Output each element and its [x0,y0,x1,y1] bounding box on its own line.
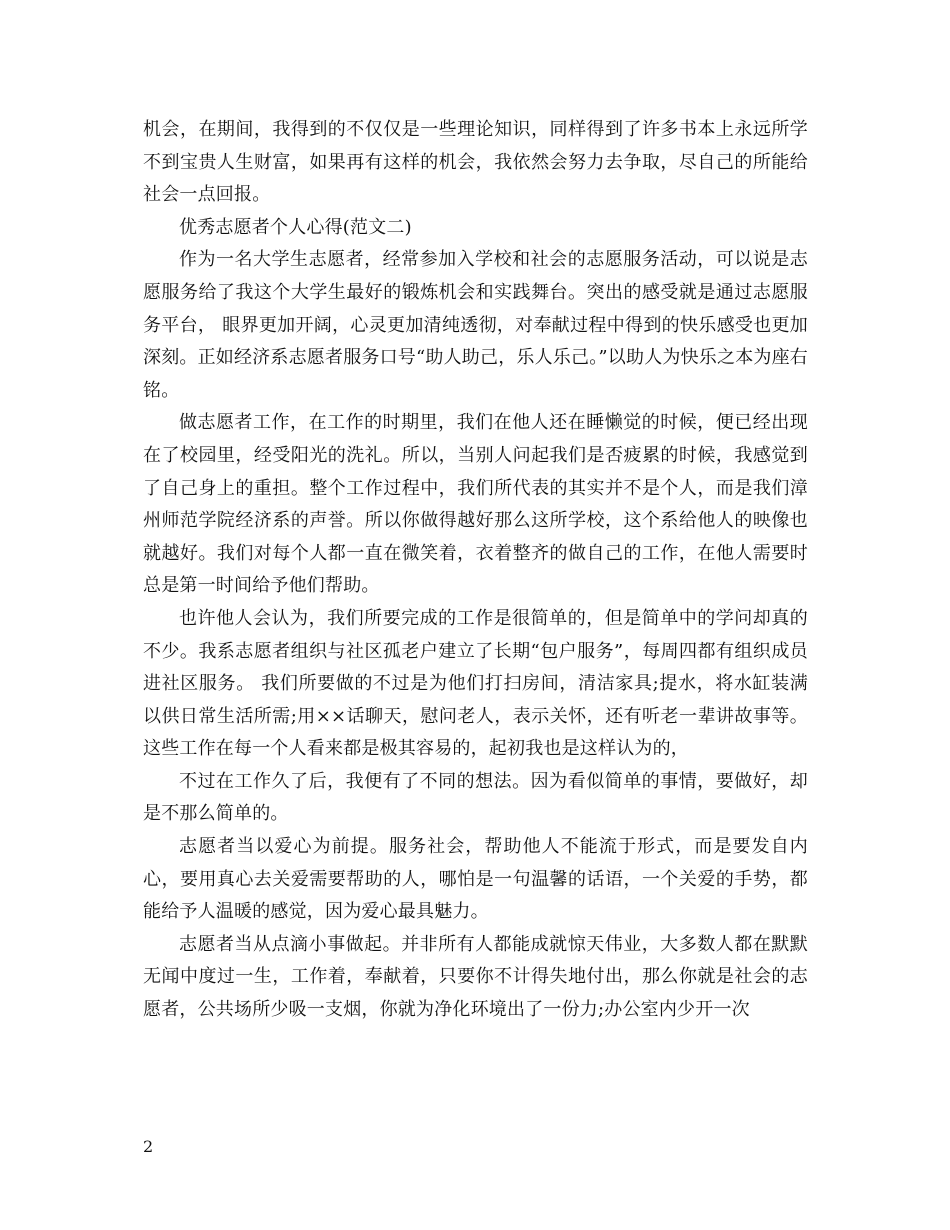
paragraph-1: 机会，在期间，我得到的不仅仅是一些理论知识，同样得到了许多书本上永远所学不到宝贵人生财富，如果再有这样的机会，我依然会努力去争取，尽自己的所能给社会一点回报。 [143,119,808,206]
document-body [143,114,808,1027]
paragraph-4: 做志愿者工作，在工作的时期里，我们在他人还在睡懒觉的时候，便已经出现在了校园里，经受阳光的洗礼。所以，当别人问起我们是否疲累的时候，我感觉到了自己身上的重担。整个工作过程中，我们所代表的其实并不是个人，而是我们漳州师范学院经济系的声誉。所以你做得越好那么这所学校，这个系给他人的映像也就越好。我们对每个人都一直在微笑着，衣着整齐的做自己的工作，在他人需要时总是第一时间给予他们帮助。 [143,412,808,597]
paragraph-3: 作为一名大学生志愿者，经常参加入学校和社会的志愿服务活动，可以说是志愿服务给了我这个大学生最好的锻炼机会和实践舞台。突出的感受就是通过志愿服务平台， 眼界更加开阔，心灵更加清纯透彻，对奉献过程中得到的快乐感受也更加深刻。正如经济系志愿者服务口号“助人助己，乐人乐己。”以助人为快乐之本为座右铭。 [143,249,809,401]
paragraph-6: 不过在工作久了后，我便有了不同的想法。因为看似简单的事情，要做好，却是不那么简单的。 [143,770,808,825]
page-number: 2 [143,1137,154,1156]
paragraph-7: 志愿者当以爱心为前提。服务社会，帮助他人不能流于形式，而是要发自内心，要用真心去关爱需要帮助的人，哪怕是一句温馨的话语，一个关爱的手势，都能给予人温暖的感觉，因为爱心最具魅力。 [143,836,808,923]
section-heading: 优秀志愿者个人心得(范文二) [179,216,412,238]
paragraph-8: 志愿者当从点滴小事做起。并非所有人都能成就惊天伟业，大多数人都在默默无闻中度过一生，工作着，奉献着，只要你不计得失地付出，那么你就是社会的志愿者，公共场所少吸一支烟，你就为净化环境出了一份力;办公室内少开一次 [143,933,808,1021]
paragraph-5: 也许他人会认为，我们所要完成的工作是很简单的，但是简单中的学问却真的不少。我系志愿者组织与社区孤老户建立了长期“包户服务”，每周四都有组织成员进社区服务。 我们所要做的不过是为他们打扫房间，清洁家具;提水，将水缸装满以供日常生活所需;用××话聊天，慰问老人，表示关怀，还有听老一辈讲故事等。这些工作在每一个人看来都是极其容易的，起初我也是这样认为的， [143,607,808,760]
